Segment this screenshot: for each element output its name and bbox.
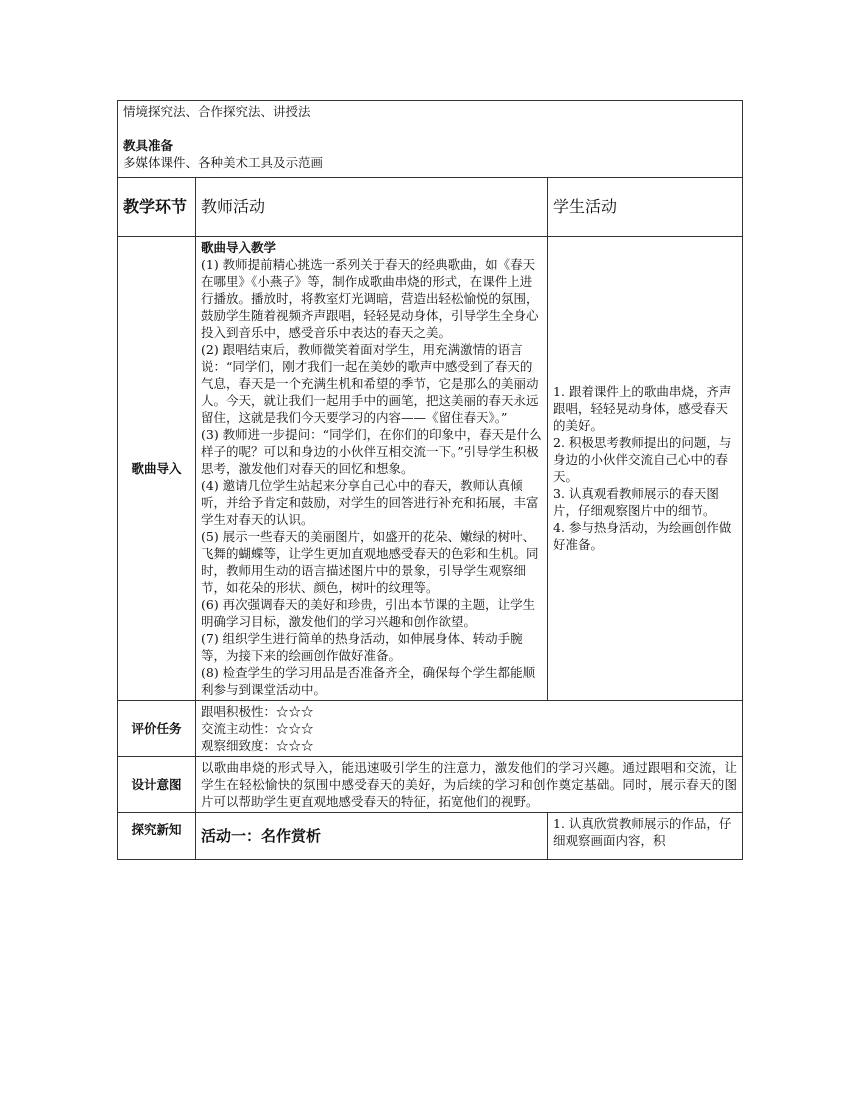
student-step: 3. 认真观看教师展示的春天图片，仔细观察图片中的细节。: [553, 485, 719, 518]
student-step: 2. 积极思考教师提出的问题，与身边的小伙伴交流自己心中的春天。: [553, 434, 732, 484]
teacher-step: (6) 再次强调春天的美好和珍贵，引出本节课的主题，让学生明确学习目标，激发他们的学习兴趣和创作欲望。: [201, 597, 536, 629]
header-teacher: 教师活动: [196, 178, 548, 237]
tools-title: 教具准备: [123, 138, 174, 153]
student-step: 1. 跟着课件上的歌曲串烧，齐声跟唱，轻轻晃动身体，感受春天的美好。: [553, 383, 732, 433]
teacher-step: (1) 教师提前精心挑选一系列关于春天的经典歌曲，如《春天在哪里》《小燕子》等，制作成歌曲串烧的形式，在课件上进行播放。播放时，将教室灯光调暗，营造出轻松愉悦的氛围，鼓励学生随着视频齐声跟唱，轻轻晃动身体，引导学生全身心投入到音乐中，感受音乐中表达的春天之美。: [201, 257, 539, 340]
teacher-step: (2) 跟唱结束后，教师微笑着面对学生，用充满激情的语言说：“同学们，刚才我们一起在美妙的歌声中感受到了春天的气息，春天是一个充满生机和希望的季节，它是那么的美丽动人。今天，就让我们一起用手中的画笔，把这美丽的春天永远留住，这就是我们今天要学习的内容——《留住春天》。”: [201, 342, 539, 425]
teacher-step: (5) 展示一些春天的美丽图片，如盛开的花朵、嫩绿的树叶、飞舞的蝴蝶等，让学生更加直观地感受春天的色彩和生机。同时，教师用生动的语言描述图片中的景象，引导学生观察细节，如花朵的形状、颜色，树叶的纹理等。: [201, 529, 539, 595]
evaluation-item: 观察细致度：☆☆☆: [201, 738, 314, 753]
tools-text: 多媒体课件、各种美术工具及示范画: [123, 155, 324, 170]
evaluation-item: 交流主动性：☆☆☆: [201, 721, 314, 736]
intro-stage: 歌曲导入: [118, 237, 196, 701]
explore-title: 活动一：名作赏析: [201, 827, 322, 845]
student-step: 4. 参与热身活动，为绘画创作做好准备。: [553, 519, 732, 552]
header-student: 学生活动: [548, 178, 743, 237]
evaluation-cell: [196, 701, 743, 757]
explore-teacher-cell: [196, 813, 548, 860]
intro-teacher-cell: [196, 237, 548, 701]
design-text: 以歌曲串烧的形式导入，能迅速吸引学生的注意力，激发他们的学习兴趣。通过跟唱和交流，让学生在轻松愉快的氛围中感受春天的美好，为后续的学习和创作奠定基础。同时，展示春天的图片可以帮助学生更直观地感受春天的特征，拓宽他们的视野。: [196, 757, 743, 813]
lesson-table: [117, 100, 743, 860]
explore-row: [118, 813, 743, 860]
design-stage: 设计意图: [118, 757, 196, 813]
design-row: [118, 757, 743, 813]
evaluation-item: 跟唱积极性：☆☆☆: [201, 704, 314, 719]
explore-stage: 探究新知: [118, 813, 196, 860]
explore-student-text: 1. 认真欣赏教师展示的作品，仔细观察画面内容，积: [553, 816, 732, 848]
methods-cell: [118, 101, 743, 178]
lesson-plan: [117, 100, 742, 860]
intro-student-cell: [548, 237, 743, 701]
teacher-step: (8) 检查学生的学习用品是否准备齐全，确保每个学生都能顺利参与到课堂活动中。: [201, 665, 536, 697]
intro-title: 歌曲导入教学: [201, 240, 277, 255]
teaching-methods: 情境探究法、合作探究法、讲授法: [123, 104, 311, 119]
methods-row: [118, 101, 743, 178]
header-row: [118, 178, 743, 237]
header-stage: 教学环节: [118, 178, 196, 237]
evaluation-row: [118, 701, 743, 757]
evaluation-stage: 评价任务: [118, 701, 196, 757]
teacher-step: (7) 组织学生进行简单的热身活动，如伸展身体、转动手腕等，为接下来的绘画创作做好准备。: [201, 631, 523, 663]
intro-row: [118, 237, 743, 701]
teacher-step: (4) 邀请几位学生站起来分享自己心中的春天，教师认真倾听，并给予肯定和鼓励，对学生的回答进行补充和拓展，丰富学生对春天的认识。: [201, 478, 539, 527]
explore-student-cell: [548, 813, 743, 860]
teacher-step: (3) 教师进一步提问：“同学们，在你们的印象中，春天是什么样子的呢？可以和身边的小伙伴互相交流一下。”引导学生积极思考，激发他们对春天的回忆和想象。: [201, 427, 542, 476]
